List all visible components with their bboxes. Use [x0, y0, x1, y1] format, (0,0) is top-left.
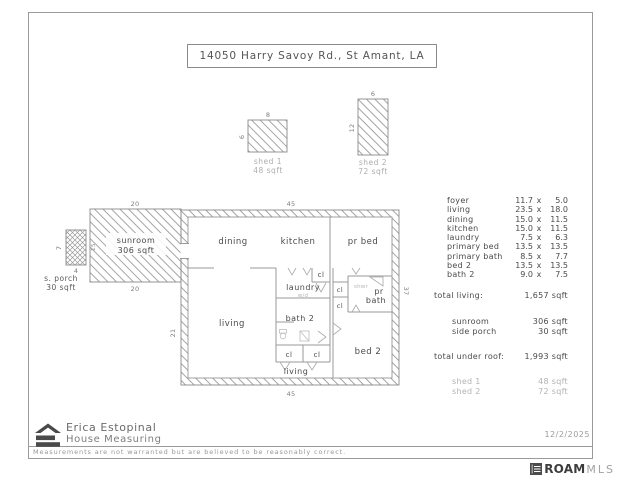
shed-1-sqft: 48 sqft [253, 166, 283, 175]
porch-bottom-dim: 4 [73, 267, 79, 275]
house-logo-icon [34, 422, 62, 448]
side-porch-row: side porch 30 sqft [452, 326, 568, 336]
room-dimensions-table [434, 196, 568, 280]
roam-mls-logo [530, 462, 615, 476]
report-date: 12/2/2025 [544, 430, 590, 439]
shed-1-label: shed 1 [253, 157, 283, 166]
roam-wordmark: ROAM [544, 462, 586, 476]
porch-sqft-label: 30 sqft [46, 283, 76, 292]
mls-wordmark: MLS [586, 462, 615, 476]
shed-2-label: shed 2 [358, 158, 388, 167]
porch-left-dim: 7 [55, 245, 63, 251]
room-label-bed2: bed 2 [354, 347, 382, 357]
table-row: foyer 11.7 x 5.0 [447, 196, 568, 205]
room-label-living: living [219, 319, 245, 329]
company-name [66, 422, 162, 448]
table-row: bed 2 13.5 x 13.5 [447, 261, 568, 271]
address-title: 14050 Harry Savoy Rd., St Amant, LA [199, 50, 425, 62]
company-name-line1: Erica Estopinal [66, 421, 157, 434]
sunroom-row: sunroom 306 sqft [452, 317, 568, 326]
house-left-dim: 21 [169, 328, 177, 338]
disclaimer-text: Measurements are not warranted but are believed to be reasonably correct. [33, 448, 347, 456]
house-bottom-dim: 45 [286, 390, 296, 398]
sunroom-sqft-label: 306 sqft [117, 246, 155, 255]
roam-logo-icon [530, 463, 542, 475]
closet-label-prbath-2: cl [336, 302, 344, 310]
total-under-roof-row: total under roof: 1,993 sqft [434, 352, 568, 361]
room-label-pr-bath-line2: bath [365, 296, 387, 305]
sunroom-bottom-dim: 20 [130, 285, 140, 293]
room-label-bath2: bath 2 [285, 314, 315, 323]
table-row: laundry 7.5 x 6.3 [447, 233, 568, 243]
room-label-laundry: laundry [286, 283, 320, 292]
shed-2-width-dim: 6 [370, 90, 376, 98]
room-label-dining: dining [218, 237, 248, 247]
shed1-row: shed 1 48 sqft [452, 377, 568, 386]
room-label-living-bottom: living [283, 367, 309, 376]
total-living-row: total living: 1,657 sqft [434, 291, 568, 300]
shower-label: shwr [354, 284, 368, 290]
address-title-box [187, 44, 437, 68]
room-label-pr-bath-line1: pr [374, 287, 384, 296]
table-row: kitchen 15.0 x 11.5 [447, 223, 568, 233]
sunroom-top-dim: 20 [130, 200, 140, 208]
house-top-dim: 45 [286, 200, 296, 208]
washer-dryer-label: w/d [297, 293, 309, 299]
closet-label-hall-2: cl [313, 351, 321, 359]
shed-2-height-dim: 12 [348, 123, 356, 133]
sunroom-left-dim: 15 [91, 243, 97, 251]
shed2-row: shed 2 72 sqft [452, 386, 568, 396]
table-row: bath 2 9.0 x 7.5 [447, 270, 568, 280]
table-row: dining 15.0 x 11.5 [447, 214, 568, 224]
shed-2-sqft: 72 sqft [358, 167, 388, 176]
sunroom-label: sunroom [116, 236, 156, 245]
table-row: primary bath 8.5 x 7.7 [447, 251, 568, 261]
house-right-dim: 37 [402, 286, 410, 296]
room-label-pr-bed: pr bed [347, 237, 379, 247]
room-label-kitchen: kitchen [280, 237, 316, 247]
company-name-line2: House Measuring [66, 434, 162, 445]
shed-1-height-dim: 6 [238, 134, 246, 140]
table-row: living 23.5 x 18.0 [447, 205, 568, 215]
closet-label-kitchen: cl [317, 271, 325, 279]
table-row: primary bed 13.5 x 13.5 [447, 242, 568, 252]
closet-label-hall-1: cl [285, 351, 293, 359]
porch-label: s. porch [44, 274, 78, 283]
company-logo-block [34, 422, 162, 448]
shed-1-width-dim: 8 [265, 111, 271, 119]
closet-label-prbath-1: cl [336, 286, 344, 294]
